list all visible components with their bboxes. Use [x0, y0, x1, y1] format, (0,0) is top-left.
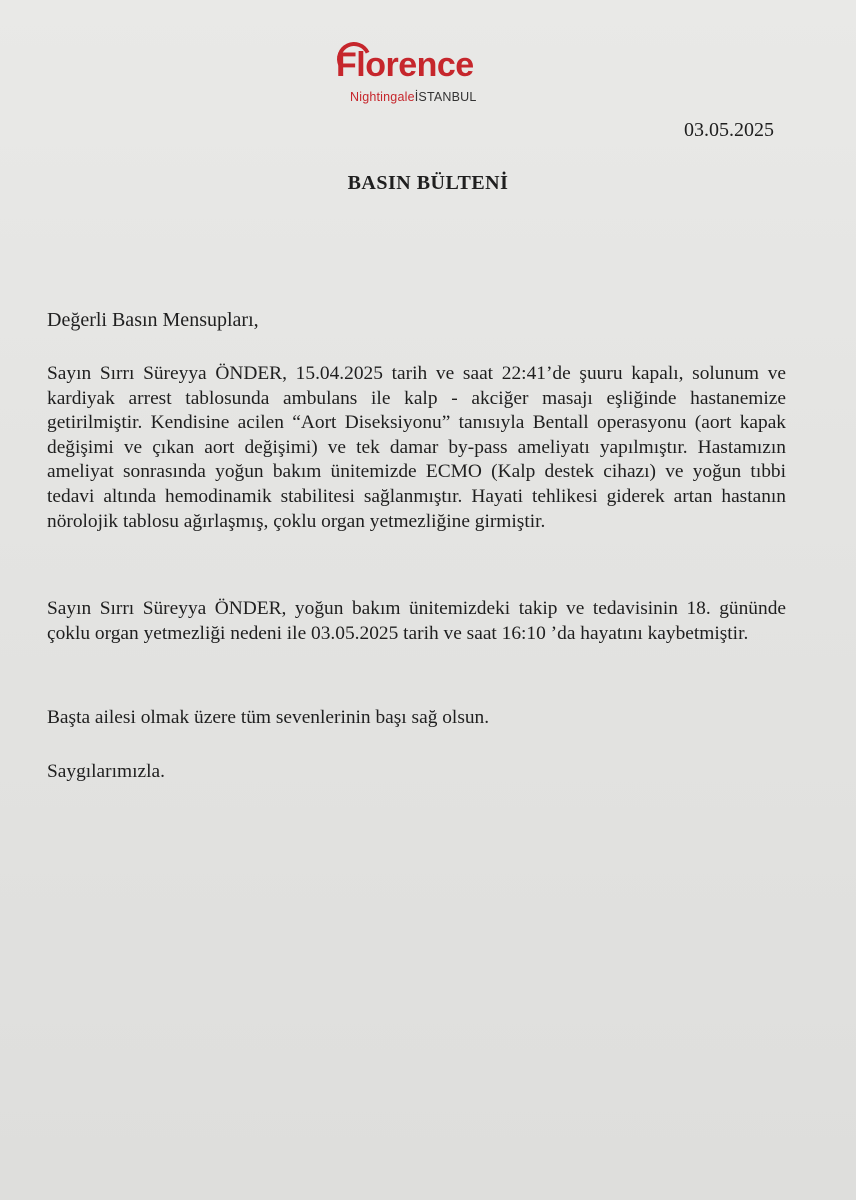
document-heading: BASIN BÜLTENİ — [347, 172, 509, 194]
hospital-logo — [336, 42, 516, 112]
logo-sub-brand: Nightingale — [350, 90, 415, 104]
paragraph-closing: Saygılarımızla. — [47, 761, 165, 782]
logo-city: İSTANBUL — [414, 90, 477, 104]
paragraph-1: Sayın Sırrı Süreyya ÖNDER, 15.04.2025 tarih ve saat 22:41’de şuuru kapalı, solunum ve kardiyak arrest tablosunda ambulans ile kalp - akciğer masajı eşliğinde hastanemize getirilmiştir. Kendisine acilen “Aort Diseksiyonu” tanısıyla Bentall operasyonu (aort kapak değişimi ve çıkan aort değişimi) ve tek damar by-pass ameliyatı yapılmıştır. Hastamızın ameliyat sonrasında yoğun bakım ünitemizde ECMO (Kalp destek cihazı) ve yoğun tıbbi tedavi altında hemodinamik stabilitesi sağlanmıştır. Hayati tehlikesi giderek artan hastanın nörolojik tablosu ağırlaşmış, çoklu organ yetmezliğine girmiştir. — [47, 363, 786, 532]
paragraph-2: Sayın Sırrı Süreyya ÖNDER, yoğun bakım ünitemizdeki takip ve tedavisinin 18. gününde çoklu organ yetmezliği nedeni ile 03.05.2025 tarih ve saat 16:10 ’da hayatını kaybetmiştir. — [47, 598, 786, 644]
paragraph-condolence: Başta ailesi olmak üzere tüm sevenlerinin başı sağ olsun. — [47, 707, 490, 728]
salutation: Değerli Basın Mensupları, — [47, 309, 259, 331]
logo-brand-text: Florence — [336, 46, 474, 84]
logo-subtitle — [350, 90, 477, 104]
document-date: 03.05.2025 — [684, 119, 774, 141]
